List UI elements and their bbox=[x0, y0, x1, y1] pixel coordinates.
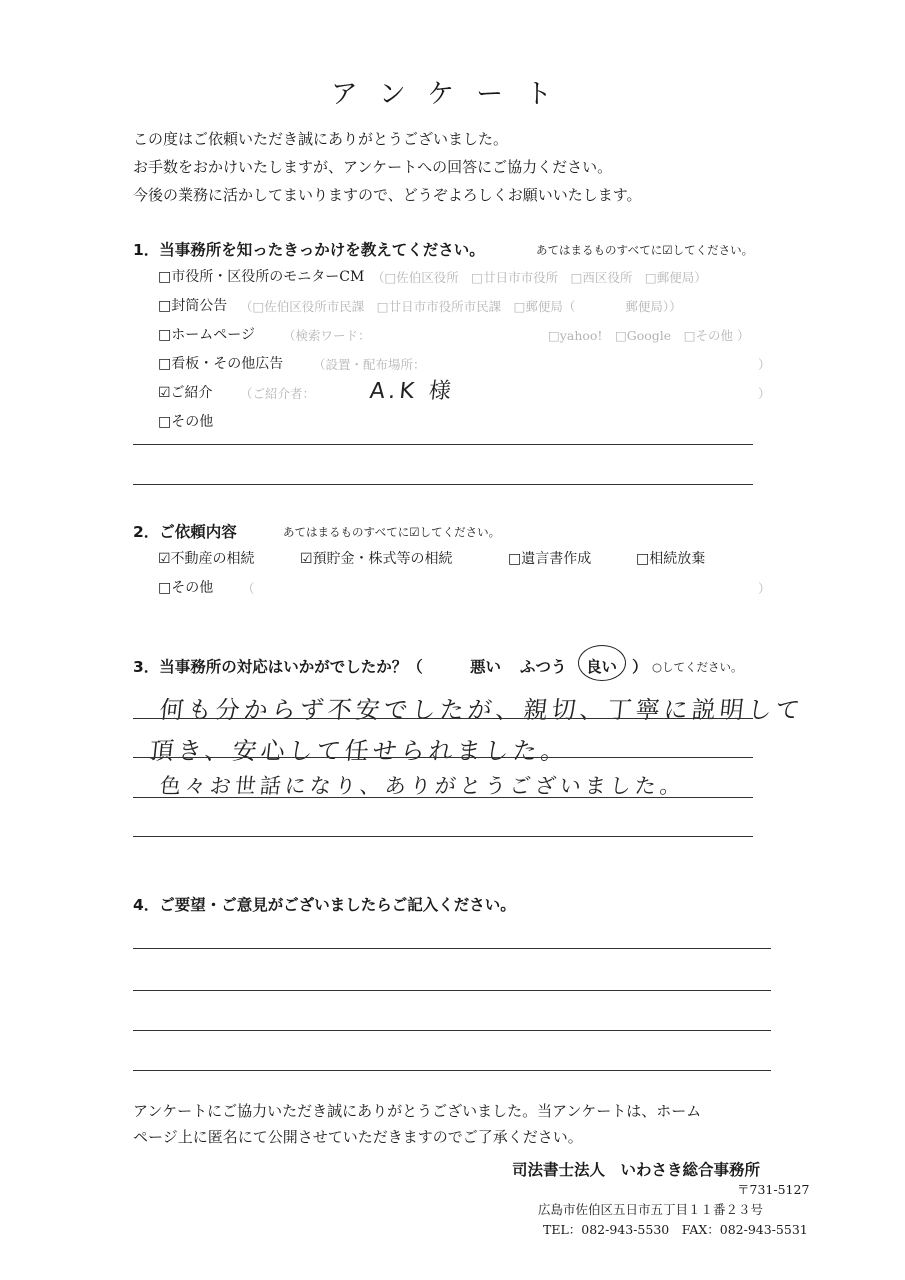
q1-option-cm-detail: （□佐伯区役所 □廿日市市役所 □西区役所 □郵便局） bbox=[372, 270, 707, 285]
office-postal: 〒731-5127 bbox=[737, 1182, 810, 1197]
q1-option-referral[interactable]: ☑ご紹介 bbox=[158, 385, 213, 401]
q1-option-signboard-detail: （設置・配布場所： bbox=[313, 357, 426, 372]
q2-option-other[interactable]: □その他 bbox=[158, 580, 214, 596]
q1-rule-2 bbox=[133, 484, 753, 485]
intro-line-2: お手数をおかけいたしますが、アンケートへの回答にご協力ください。 bbox=[133, 158, 613, 176]
q2-other-close: ） bbox=[758, 581, 771, 596]
q4-rule-2 bbox=[133, 990, 771, 991]
q2-option-will[interactable]: □遺言書作成 bbox=[508, 551, 592, 567]
page-title: アンケート bbox=[330, 79, 575, 110]
q4-heading: 4．ご要望・ご意見がございましたらご記入ください。 bbox=[133, 896, 516, 914]
q1-note: あてはまるものすべてに☑してください。 bbox=[536, 243, 754, 257]
q3-answer-line-2: 頂き、安心して任せられました。 bbox=[148, 737, 571, 765]
q3-answer-line-1: 何も分からず不安でしたが、親切、丁寧に説明して bbox=[158, 696, 806, 724]
office-tel-fax: TEL：082-943-5530 FAX：082-943-5531 bbox=[543, 1222, 808, 1237]
q2-option-renunciation[interactable]: □相続放棄 bbox=[636, 551, 706, 567]
q4-rule-1 bbox=[133, 948, 771, 949]
q3-rule-2 bbox=[133, 757, 753, 758]
q1-option-referral-detail: （ご紹介者： bbox=[240, 386, 316, 401]
q1-referrer-handwritten: A.K 様 bbox=[368, 379, 457, 404]
q3-rule-4 bbox=[133, 836, 753, 837]
q4-rule-4 bbox=[133, 1070, 771, 1071]
q2-note: あてはまるものすべてに☑してください。 bbox=[283, 525, 501, 539]
q1-option-homepage[interactable]: □ホームページ bbox=[158, 327, 255, 343]
q1-option-referral-close: ） bbox=[758, 386, 771, 401]
q1-option-envelope-detail: （□佐伯区役所市民課 □廿日市市役所市民課 □郵便局（ 郵便局）） bbox=[240, 299, 682, 314]
q2-option-real-estate[interactable]: ☑不動産の相続 bbox=[158, 551, 255, 567]
office-name: 司法書士法人 いわさき総合事務所 bbox=[512, 1161, 761, 1179]
intro-line-1: この度はご依頼いただき誠にありがとうございました。 bbox=[133, 130, 509, 148]
q1-rule-1 bbox=[133, 444, 753, 445]
q1-option-signboard-close: ） bbox=[758, 357, 771, 372]
q1-option-signboard[interactable]: □看板・その他広告 bbox=[158, 356, 284, 372]
office-address: 広島市佐伯区五日市五丁目１１番２３号 bbox=[538, 1202, 764, 1217]
q3-answer-line-3: 色々お世話になり、ありがとうございました。 bbox=[158, 774, 687, 798]
q3-note: ○してください。 bbox=[652, 660, 743, 674]
intro-line-3: 今後の業務に活かしてまいりますので、どうぞよろしくお願いいたします。 bbox=[133, 186, 642, 204]
q3-choice-bad[interactable]: 悪い bbox=[470, 658, 502, 676]
q3-choice-good[interactable]: 良い bbox=[586, 658, 618, 676]
q1-option-homepage-detail: （検索ワード： bbox=[283, 328, 371, 343]
q3-rule-1 bbox=[133, 718, 753, 719]
q1-option-other[interactable]: □その他 bbox=[158, 414, 214, 430]
q1-option-homepage-engines: □yahoo! □Google □その他 ） bbox=[548, 328, 750, 343]
q2-heading: 2．ご依頼内容 bbox=[133, 523, 237, 541]
q1-option-envelope[interactable]: □封筒公告 bbox=[158, 298, 228, 314]
q3-heading: 3．当事務所の対応はいかがでしたか？（ bbox=[133, 658, 423, 676]
q1-heading: 1．当事務所を知ったきっかけを教えてください。 bbox=[133, 241, 485, 259]
q3-choice-normal[interactable]: ふつう bbox=[520, 658, 567, 676]
q3-rule-3 bbox=[133, 797, 753, 798]
q2-option-savings[interactable]: ☑預貯金・株式等の相続 bbox=[300, 551, 453, 567]
q1-option-cm[interactable]: □市役所・区役所のモニターCM bbox=[158, 269, 365, 285]
q2-other-open: （ bbox=[242, 581, 255, 596]
footer-thanks-1: アンケートにご協力いただき誠にありがとうございました。当アンケートは、ホーム bbox=[133, 1102, 702, 1120]
q3-close-paren: ） bbox=[632, 658, 648, 676]
footer-thanks-2: ページ上に匿名にて公開させていただきますのでご了承ください。 bbox=[133, 1128, 583, 1146]
q3-selected-circle bbox=[578, 645, 626, 681]
q4-rule-3 bbox=[133, 1030, 771, 1031]
